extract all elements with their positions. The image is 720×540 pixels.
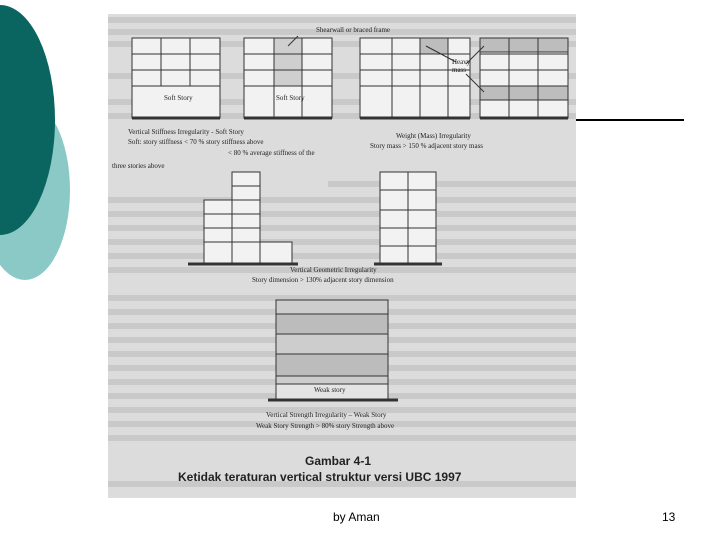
geometric-frame-b: [374, 172, 442, 264]
figure-caption-title: Gambar 4-1: [305, 454, 372, 468]
geometric-caption-1: Vertical Geometric Irregularity: [290, 266, 377, 274]
soft-story-caption-1: Vertical Stiffness Irregularity - Soft Story: [128, 128, 244, 136]
geometric-frame-a: [188, 172, 298, 264]
slide-decoration: [0, 0, 120, 300]
weak-story-frame: [268, 300, 398, 400]
mass-caption-2: Story mass > 150 % adjacent story mass: [370, 142, 484, 150]
decorative-rule: [576, 119, 684, 121]
weak-story-caption-2: Weak Story Strength > 80% story Strength above: [256, 422, 395, 430]
soft-story-label-right: Soft Story: [276, 94, 305, 102]
shearwall-label: Shearwall or braced frame: [316, 26, 391, 34]
slide-number: 13: [662, 510, 676, 524]
mass-caption-1: Weight (Mass) Irregularity: [396, 132, 471, 140]
soft-story-label-left: Soft Story: [164, 94, 193, 102]
weak-story-caption-1: Vertical Strength Irregularity – Weak Story: [266, 411, 387, 419]
geometric-caption-2: Story dimension > 130% adjacent story dimension: [252, 276, 394, 284]
soft-story-caption-4: three stories above: [112, 162, 165, 170]
mass-frame-b: [480, 38, 568, 118]
footer-author: by Aman: [333, 510, 380, 524]
soft-story-frame-a: [132, 38, 220, 118]
scanned-figure: [108, 14, 576, 498]
soft-story-frame-b: [244, 38, 332, 118]
figure-caption-text: Ketidak teraturan vertical struktur versi UBC 1997: [178, 470, 462, 484]
weak-story-label: Weak story: [314, 386, 346, 394]
heavy-mass-label: Heavy mass: [452, 58, 471, 74]
soft-story-caption-2: Soft: story stiffness < 70 % story stiffness above: [128, 138, 264, 146]
mass-frame-a: [360, 38, 470, 118]
soft-story-caption-3: < 80 % average stiffness of the: [228, 149, 315, 157]
